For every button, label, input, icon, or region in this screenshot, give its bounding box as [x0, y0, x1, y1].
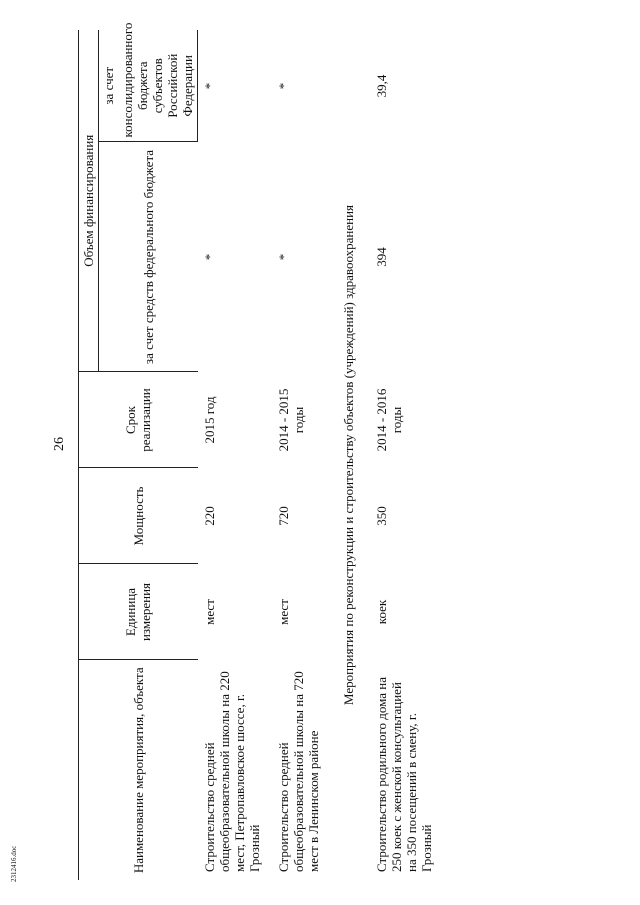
- table-header: [79, 22, 198, 880]
- cell-regional: *: [202, 82, 217, 90]
- header-name: Наименование мероприятия, объекта: [79, 660, 198, 880]
- cell-capacity: 720: [275, 506, 291, 526]
- table-row: [370, 30, 444, 880]
- section-title: Мероприятия по реконструкции и строительству объектов (учреждений) здравоохранения: [340, 204, 356, 706]
- header-funding-subgroup: за счет: [99, 30, 119, 142]
- table-body: [198, 30, 444, 880]
- financing-table: [78, 22, 444, 880]
- rotated-table-container: [78, 22, 618, 880]
- cell-unit: коек: [373, 599, 389, 625]
- header-capacity: Мощность: [79, 468, 198, 564]
- cell-capacity: 350: [373, 506, 389, 526]
- section-row: [331, 30, 370, 880]
- cell-capacity: 220: [201, 506, 217, 526]
- header-unit: Единица измерения: [79, 564, 198, 660]
- document-id: 2312416.doc: [10, 845, 18, 882]
- table-row: [198, 30, 272, 880]
- header-federal: за счет средств федерального бюджета: [99, 142, 198, 372]
- cell-period: 2014 - 2016 годы: [373, 388, 404, 452]
- header-regional: консолидированного бюджета субъектов Российской Федерации: [118, 30, 198, 142]
- cell-federal: *: [275, 253, 291, 261]
- cell-name: Строительство родильного дома на 250 коек с женской консультацией на 350 посещений в смену, г. Грозный: [373, 677, 434, 872]
- header-funding: Объем финансирования: [79, 30, 99, 372]
- cell-federal: 394: [373, 247, 389, 267]
- cell-unit: мест: [275, 599, 291, 625]
- cell-period: 2015 год: [201, 396, 217, 444]
- table-row: [272, 30, 331, 880]
- cell-name: Строительство средней общеобразовательной школы на 720 мест в Ленинском районе: [275, 671, 321, 872]
- cell-federal: *: [201, 253, 217, 261]
- cell-regional: 39,4: [373, 74, 389, 98]
- cell-name: Строительство средней общеобразовательной школы на 220 мест, Петропавловское шоссе, г. Грозный: [201, 671, 262, 872]
- cell-period: 2014 - 2015 годы: [275, 388, 306, 452]
- cell-unit: мест: [201, 599, 217, 625]
- cell-regional: *: [275, 82, 291, 90]
- header-period: Срок реализации: [79, 372, 198, 468]
- page-number: 26: [52, 437, 67, 451]
